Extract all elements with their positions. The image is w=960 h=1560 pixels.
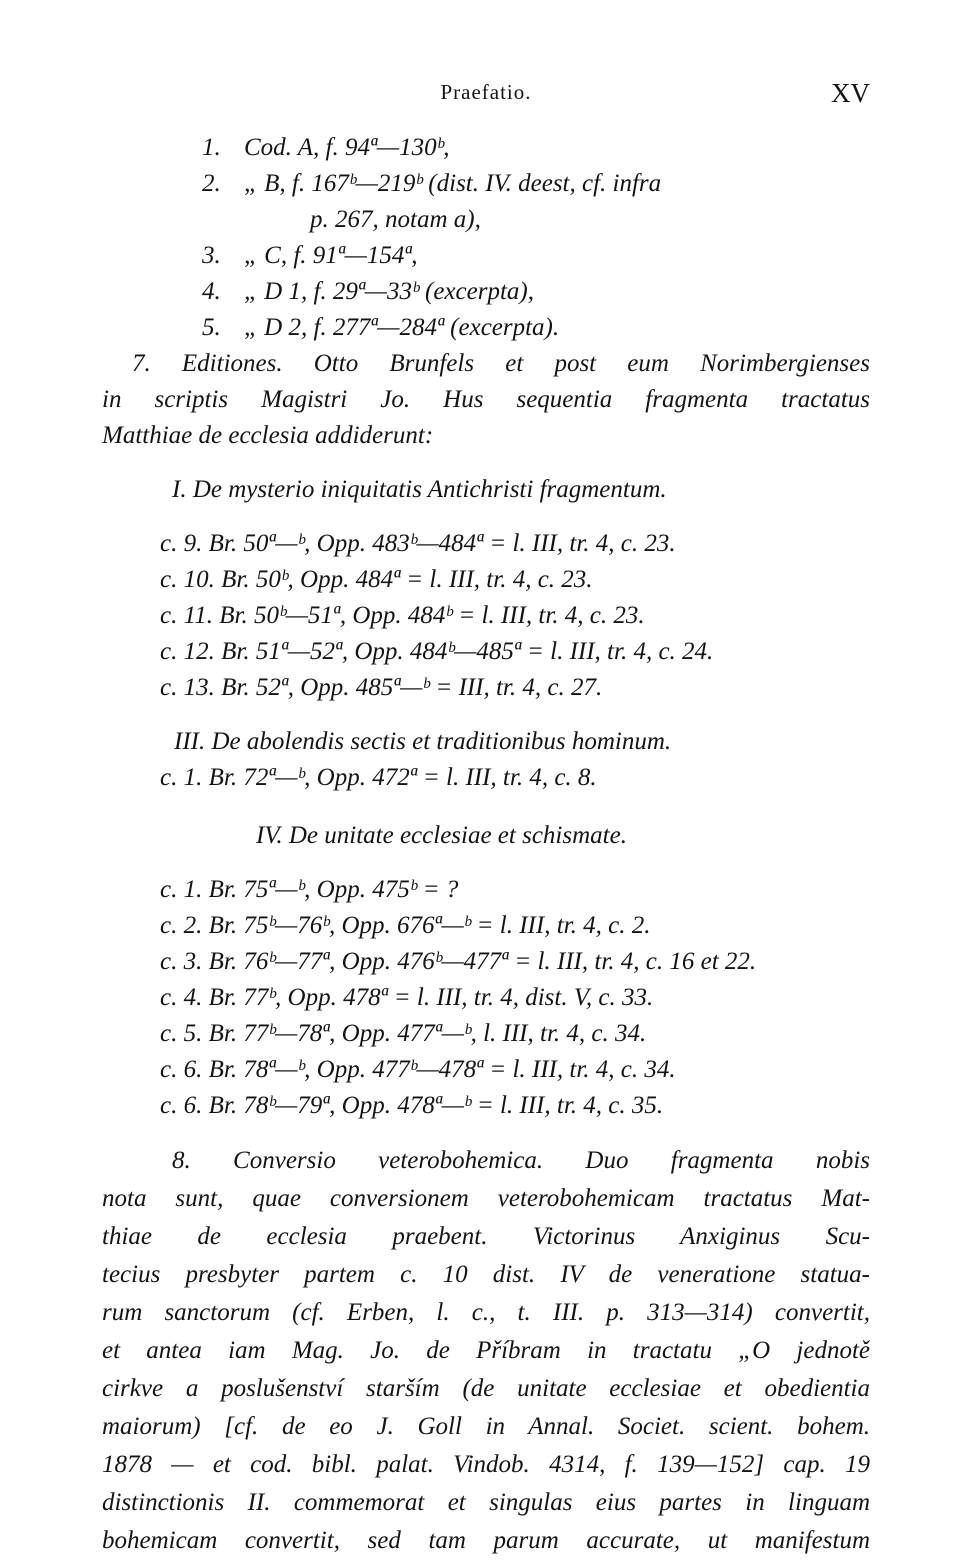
section-iii — [102, 724, 870, 796]
codex-text: p. 267, notam a), — [310, 206, 481, 233]
section-heading: IV. De unitate ecclesiae et schismate. — [256, 822, 627, 849]
codex-line — [102, 202, 870, 238]
paragraph-line: rum sanctorum (cf. Erben, l. c., t. III. p. 313—314) convertit, — [102, 1299, 870, 1326]
concordance-entry: c. 9. Br. 50ª—ᵇ, Opp. 483ᵇ—484ª = l. III, tr. 4, c. 23. — [160, 530, 676, 557]
paragraph-line: in scriptis Magistri Jo. Hus sequentia fragmenta tractatus — [102, 386, 870, 413]
page-body — [102, 130, 870, 1560]
concordance-entry: c. 2. Br. 75ᵇ—76ᵇ, Opp. 676ª—ᵇ = l. III, tr. 4, c. 2. — [160, 912, 651, 939]
page-header — [102, 80, 870, 116]
codex-text: „ C, f. 91ª—154ª, — [244, 242, 418, 269]
codex-line — [102, 238, 870, 274]
codex-line — [102, 310, 870, 346]
codex-number: 2. — [202, 170, 221, 197]
codex-text: Cod. A, f. 94ª—130ᵇ, — [244, 134, 450, 161]
concordance-entry: c. 12. Br. 51ª—52ª, Opp. 484ᵇ—485ª = l. III, tr. 4, c. 24. — [160, 638, 714, 665]
paragraph-line: tecius presbyter partem c. 10 dist. IV de veneratione statua- — [102, 1261, 870, 1288]
paragraph-line: et antea iam Mag. Jo. de Příbram in tractatu „O jednotě — [102, 1337, 870, 1364]
codex-number: 5. — [202, 314, 221, 341]
concordance-entry: c. 13. Br. 52ª, Opp. 485ª—ᵇ = III, tr. 4, c. 27. — [160, 674, 603, 701]
paragraph-line: maiorum) [cf. de eo J. Goll in Annal. Societ. scient. bohem. — [102, 1413, 870, 1440]
paragraph-line: thiae de ecclesia praebent. Victorinus Anxiginus Scu- — [102, 1223, 870, 1250]
codex-number: 4. — [202, 278, 221, 305]
concordance-entry: c. 6. Br. 78ª—ᵇ, Opp. 477ᵇ—478ª = l. III, tr. 4, c. 34. — [160, 1056, 676, 1083]
concordance-entry: c. 6. Br. 78ᵇ—79ª, Opp. 478ª—ᵇ = l. III, tr. 4, c. 35. — [160, 1092, 664, 1119]
codex-text: „ D 2, f. 277ª—284ª (excerpta). — [244, 314, 560, 341]
concordance-entry: c. 11. Br. 50ᵇ—51ª, Opp. 484ᵇ = l. III, tr. 4, c. 23. — [160, 602, 645, 629]
section-i — [102, 472, 870, 706]
concordance-entry: c. 10. Br. 50ᵇ, Opp. 484ª = l. III, tr. 4, c. 23. — [160, 566, 593, 593]
paragraph-line: nota sunt, quae conversionem veterobohemicam tractatus Mat- — [102, 1185, 870, 1212]
running-title: Praefatio. — [440, 80, 532, 104]
paragraph-line: cirkve a poslušenství starším (de unitate ecclesiae et obedientia — [102, 1375, 870, 1402]
paragraph-line: 1878 — et cod. bibl. palat. Vindob. 4314, f. 139—152] cap. 19 — [102, 1451, 870, 1478]
concordance-entry: c. 5. Br. 77ᵇ—78ª, Opp. 477ª—ᵇ, l. III, tr. 4, c. 34. — [160, 1020, 647, 1047]
codex-text: „ D 1, f. 29ª—33ᵇ (excerpta), — [244, 278, 534, 305]
codex-line — [102, 130, 870, 166]
codex-number: 3. — [202, 242, 221, 269]
concordance-entry: c. 1. Br. 72ª—ᵇ, Opp. 472ª = l. III, tr. 4, c. 8. — [160, 764, 597, 791]
paragraph-line: Matthiae de ecclesia addiderunt: — [102, 422, 434, 449]
section-iv — [102, 818, 870, 1124]
paragraph-line: 8. Conversio veterobohemica. Duo fragmenta nobis — [172, 1147, 870, 1174]
paragraph-line: distinctionis II. commemorat et singulas eius partes in linguam — [102, 1489, 870, 1516]
editiones-paragraph — [102, 346, 870, 454]
concordance-entry: c. 4. Br. 77ᵇ, Opp. 478ª = l. III, tr. 4, dist. V, c. 33. — [160, 984, 654, 1011]
section-heading: I. De mysterio iniquitatis Antichristi fragmentum. — [172, 476, 667, 503]
codex-number: 1. — [202, 134, 221, 161]
codex-line — [102, 166, 870, 202]
concordance-entry: c. 3. Br. 76ᵇ—77ª, Opp. 476ᵇ—477ª = l. III, tr. 4, c. 16 et 22. — [160, 948, 757, 975]
codex-line — [102, 274, 870, 310]
concordance-entry: c. 1. Br. 75ª—ᵇ, Opp. 475ᵇ = ? — [160, 876, 459, 903]
paragraph-line: 7. Editiones. Otto Brunfels et post eum Norimbergienses — [132, 350, 870, 377]
paragraph-line: bohemicam convertit, sed tam parum accurate, ut manifestum — [102, 1527, 870, 1554]
conversio-paragraph — [102, 1142, 870, 1560]
codices-list — [102, 130, 870, 346]
codex-text: „ B, f. 167ᵇ—219ᵇ (dist. IV. deest, cf. infra — [244, 170, 662, 197]
page-number: XV — [831, 78, 870, 108]
section-heading: III. De abolendis sectis et traditionibus hominum. — [174, 728, 672, 755]
